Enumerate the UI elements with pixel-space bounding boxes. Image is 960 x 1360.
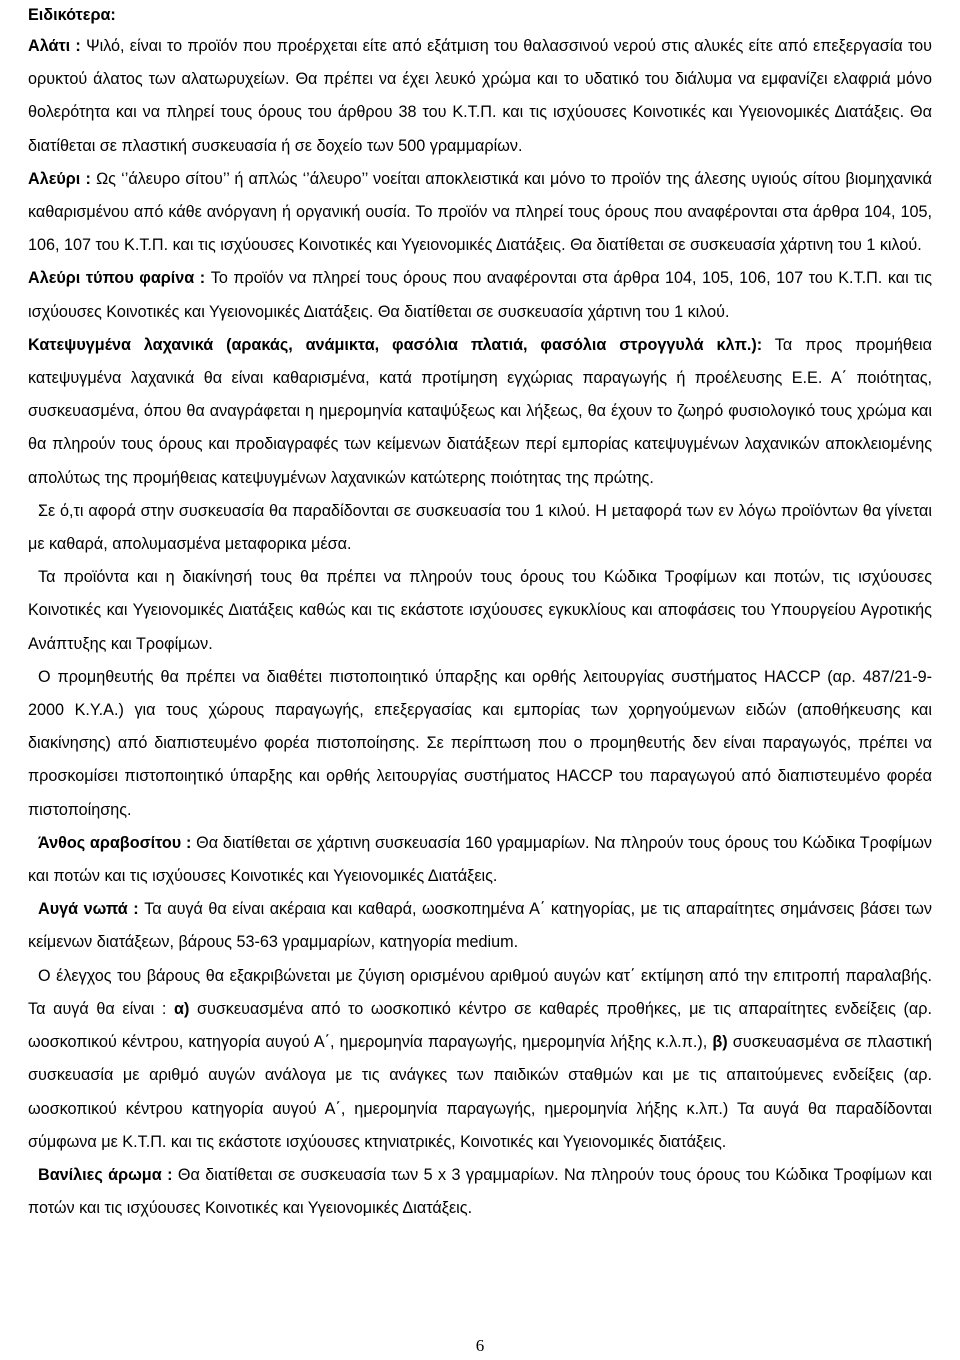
paragraph-flour <box>28 163 932 263</box>
paragraph-packaging: Σε ό,τι αφορά στην συσκευασία θα παραδίδονται σε συσκευασία του 1 κιλού. Η μεταφορά των εν λόγω προϊόντων θα γίνεται με καθαρά, απολυμασμένα μεταφορικα μέσα. <box>28 501 932 554</box>
term-separator: : <box>181 833 197 852</box>
term-cornflour: Άνθος αραβοσίτου <box>38 833 182 852</box>
document-body <box>28 0 932 1225</box>
term-eggs: Αυγά νωπά <box>38 900 128 919</box>
paragraph-frozen-vegetables <box>28 329 932 495</box>
paragraph-farina <box>28 262 932 328</box>
text-flour: Ως ‘’άλευρο σίτου’’ ή απλώς ‘’άλευρο’’ νοείται αποκλειστικά και μόνο το προϊόν της άλεσης υγιούς σίτου βιομηχανικά καθαρισμένου από κάθε ανόργανη ή οργανική ουσία. Το προϊόν να πληρεί τους όρους που αναφέρονται στα άρθρα 104, 105, 106, 107 του Κ.Τ.Π. και τις ισχύουσες Κοινοτικές και Υγειονομικές Διατάξεις. Θα διατίθεται σε συσκευασία χάρτινη του 1 κιλού. <box>28 169 932 255</box>
text-farina: Το προϊόν να πληρεί τους όρους που αναφέρονται στα άρθρα 104, 105, 106, 107 του Κ.Τ.Π. και τις ισχύουσες Κοινοτικές και Υγειονομικές Διατάξεις. Θα διατίθεται σε συσκευασία χάρτινη του 1 κιλού. <box>28 269 932 321</box>
paragraph-salt <box>28 30 932 163</box>
label-b: β) <box>712 1033 728 1052</box>
text-weight-part3: συσκευασμένα σε πλαστική συσκευασία με αριθμό αυγών ανάλογα με τις ανάγκες των παιδικών σταθμών και με τις απαιτούμενες ενδείξεις (αρ. ωοσκοπικού κέντρου κατηγορία αυγού Α΄, ημερομηνία παραγωγής, ημερομηνία λήξης κ.λπ.) Τα αυγά θα παραδίδονται σύμφωνα με Κ.Τ.Π. και τις εκάστοτε ισχύουσες κτηνιατρικές, Κοινοτικές και Υγειονομικές διατάξεις. <box>28 1033 932 1151</box>
paragraph-egg-weight <box>28 960 932 1159</box>
text-weight-part1: Ο έλεγχος του βάρους θα εξακριβώνεται με ζύγιση ορισμένου αριθμού αυγών κατ΄ εκτίμηση από την επιτροπή παραλαβής. Τα αυγά θα είναι : <box>28 966 932 1018</box>
paragraph-haccp: Ο προμηθευτής θα πρέπει να διαθέτει πιστοποιητικό ύπαρξης και ορθής λειτουργίας συστήματος HACCP (αρ. 487/21-9-2000 Κ.Υ.Α.) για τους χώρους παραγωγής, επεξεργασίας και εμπορίας των χορηγούμενων ειδών (αποθήκευσης και διακίνησης) από διαπιστευμένο φορέα πιστοποίησης. Σε περίπτωση που ο προμηθευτής δεν είναι παραγωγός, πρέπει να προσκομίσει πιστοποιητικό ύπαρξης και ορθής λειτουργίας συστήματος HACCP του παραγωγού από διαπιστευμένο φορέα πιστοποίησης. <box>28 667 932 819</box>
paragraph-cornflour <box>28 827 932 893</box>
text-cornflour: Θα διατίθεται σε χάρτινη συσκευασία 160 γραμμαρίων. Να πληρούν τους όρους του Κώδικα Τροφίμων και ποτών και τις ισχύουσες Κοινοτικές και Υγειονομικές Διατάξεις. <box>28 833 932 886</box>
page-number: 6 <box>475 1336 485 1355</box>
section-heading: Ειδικότερα: <box>28 6 116 24</box>
text-vanilla: Θα διατίθεται σε συσκευασία των 5 x 3 γραμμαρίων. Να πληρούν τους όρους του Κώδικα Τροφίμων και ποτών και τις ισχύουσες Κοινοτικές και Υγειονομικές Διατάξεις. <box>28 1165 932 1218</box>
term-frozen-vegetables: Κατεψυγμένα λαχανικά (αρακάς, ανάμικτα, φασόλια πλατιά, φασόλια στρογγυλά κλπ.): <box>28 335 763 354</box>
term-separator: : <box>161 1165 178 1184</box>
text-salt: Ψιλό, είναι το προϊόν που προέρχεται είτε από εξάτμιση του θαλασσινού νερού στις αλυκές είτε από επεξεργασία του ορυκτού άλατος των αλατωρυχείων. Θα πρέπει να έχει λευκό χρώμα και το υδατικό του διάλυμα να εμφανίζει ελαφριά μόνο θολερότητα και να πληρεί τους όρους του άρθρου 38 του Κ.Τ.Π. και τις ισχύουσες Κοινοτικές και Υγειονομικές Διατάξεις. Θα διατίθεται σε πλαστική συσκευασία ή σε δοχείο των 500 γραμμαρίων. <box>28 37 932 155</box>
term-vanilla: Βανίλιες άρωμα <box>38 1165 162 1184</box>
term-flour: Αλεύρι <box>28 169 81 188</box>
text-eggs: Τα αυγά θα είναι ακέραια και καθαρά, ωοσκοπημένα Α΄ κατηγορίας, με τις απαραίτητες σημάνσεις βάσει των κείμενων διατάξεων, βάρους 53-63 γραμμαρίων, κατηγορία medium. <box>28 900 933 952</box>
text-frozen-vegetables: Τα προς προμήθεια κατεψυγμένα λαχανικά θα είναι καθαρισμένα, κατά προτίμηση εγχώριας παραγωγής ή προέλευσης Ε.Ε. Α΄ ποιότητας, συσκευασμένα, όπου θα αναγράφεται η ημερομηνία καταψύξεως και λήξεως, θα έχουν το ζωηρό φυσιολογικό τους χρώμα και θα πληρούν τους όρους και προδιαγραφές των κείμενων διατάξεων περί εμπορίας κατεψυγμένων λαχανικών αποκλειομένης απολύτως της προμήθειας κατεψυγμένων λαχανικών κατώτερης ποιότητας της πρώτης. <box>28 335 933 487</box>
paragraph-vanilla <box>28 1159 932 1225</box>
text-weight-part2: συσκευασμένα από το ωοσκοπικό κέντρο σε καθαρές προθήκες, με τις απαραίτητες ενδείξεις (αρ. ωοσκοπικού κέντρου, κατηγορία αυγού Α΄, ημερομηνία παραγωγής, ημερομηνία λήξης κ.λ.π.), <box>28 999 932 1052</box>
term-separator: : <box>70 37 87 55</box>
term-separator: : <box>194 269 211 288</box>
paragraph-eggs <box>28 893 932 959</box>
term-salt: Αλάτι <box>28 37 71 55</box>
paragraph-sales-rules: Τα προϊόντα και η διακίνησή τους θα πρέπει να πληρούν τους όρους του Κώδικα Τροφίμων και ποτών, τις ισχύουσες Κοινοτικές και Υγειονομικές Διατάξεις καθώς και τις εκάστοτε ισχύουσες εγκυκλίους και αποφάσεις του Υπουργείου Αγροτικής Ανάπτυξης και Τροφίμων. <box>28 568 932 653</box>
term-separator: : <box>127 900 145 919</box>
term-farina: Αλεύρι τύπου φαρίνα <box>28 269 195 288</box>
term-separator: : <box>80 169 97 188</box>
label-a: α) <box>174 999 190 1018</box>
